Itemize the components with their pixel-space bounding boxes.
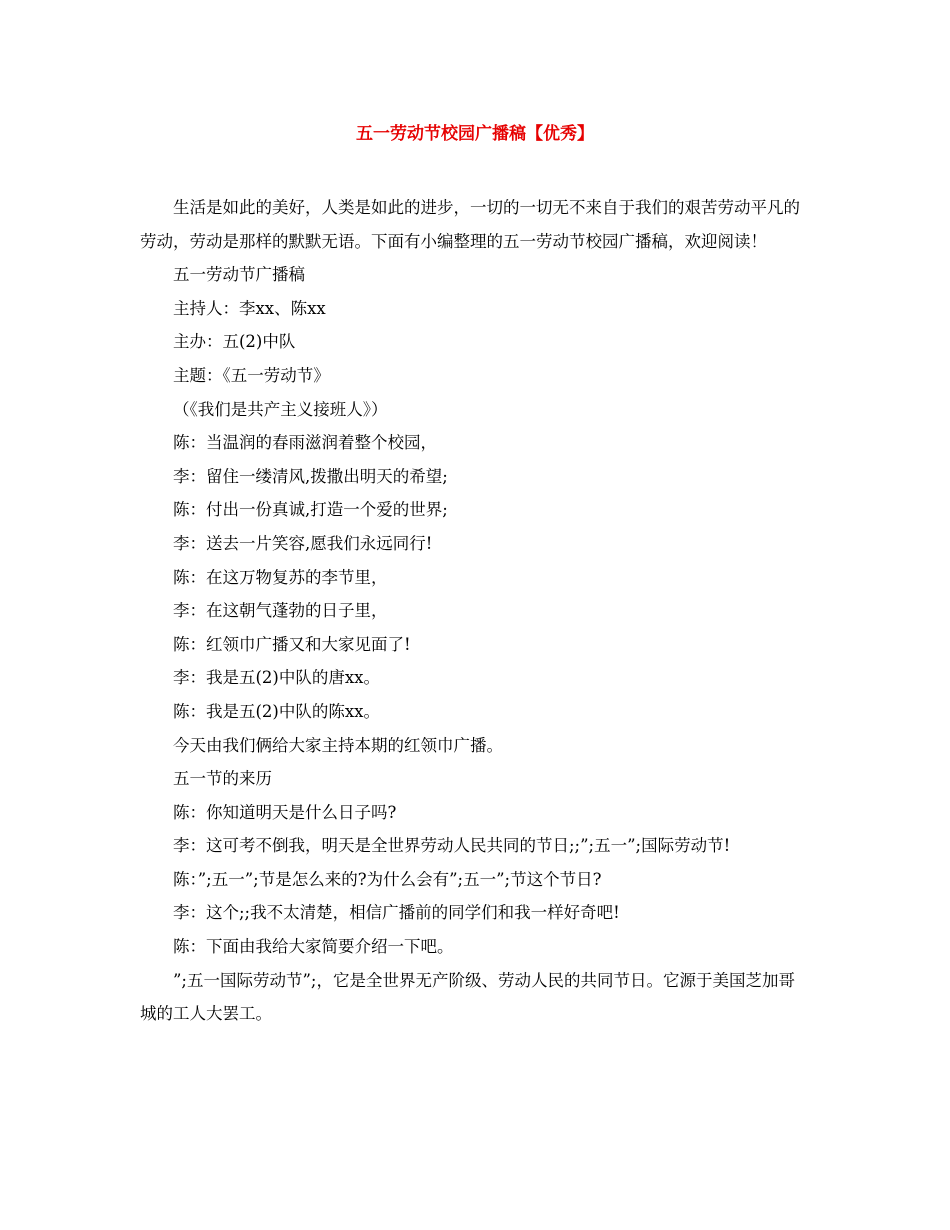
paragraph: 李：我是五(2)中队的唐xx。: [173, 668, 380, 688]
paragraph: 今天由我们俩给大家主持本期的红领巾广播。: [173, 735, 503, 755]
paragraph: 陈：”;五一”;节是怎么来的?为什么会有”;五一”;节这个节日?: [173, 869, 602, 889]
paragraph: （《我们是共产主义接班人》）: [173, 399, 388, 419]
document-body: [140, 191, 810, 1031]
paragraph: 陈：付出一份真诚,打造一个爱的世界;: [173, 500, 448, 520]
paragraph: 生活是如此的美好，人类是如此的进步，一切的一切无不来自于我们的艰苦劳动平凡的劳动，劳动是那样的默默无语。下面有小编整理的五一劳动节校园广播稿，欢迎阅读！: [140, 198, 800, 251]
paragraph: 陈：下面由我给大家简要介绍一下吧。: [173, 937, 454, 957]
paragraph: 五一劳动节广播稿: [173, 265, 305, 285]
paragraph: 陈：红领巾广播又和大家见面了!: [173, 634, 411, 654]
paragraph: 李：送去一片笑容,愿我们永远同行!: [173, 533, 433, 553]
document-title: 五一劳动节校园广播稿【优秀】: [356, 124, 594, 144]
paragraph: 李：在这朝气蓬勃的日子里，: [173, 601, 388, 621]
paragraph: 李：留住一缕清风,拨撒出明天的希望;: [173, 466, 448, 486]
paragraph: 陈：在这万物复苏的李节里，: [173, 567, 388, 587]
paragraph: 李：这可考不倒我，明天是全世界劳动人民共同的节日;;”;五一”;国际劳动节!: [173, 836, 731, 856]
paragraph: 陈：当温润的春雨滋润着整个校园，: [173, 433, 437, 453]
paragraph: 陈：我是五(2)中队的陈xx。: [173, 701, 380, 721]
paragraph: 主办：五(2)中队: [173, 332, 296, 352]
paragraph: 陈：你知道明天是什么日子吗?: [173, 802, 397, 822]
paragraph: 李：这个;;我不太清楚，相信广播前的同学们和我一样好奇吧!: [173, 903, 620, 923]
paragraph: 五一节的来历: [173, 769, 272, 789]
paragraph: 主题：《五一劳动节》: [173, 365, 330, 385]
paragraph: ”;五一国际劳动节”;，它是全世界无产阶级、劳动人民的共同节日。它源于美国芝加哥城的工人大罢工。: [140, 970, 795, 1024]
paragraph: 主持人：李xx、陈xx: [173, 298, 326, 318]
